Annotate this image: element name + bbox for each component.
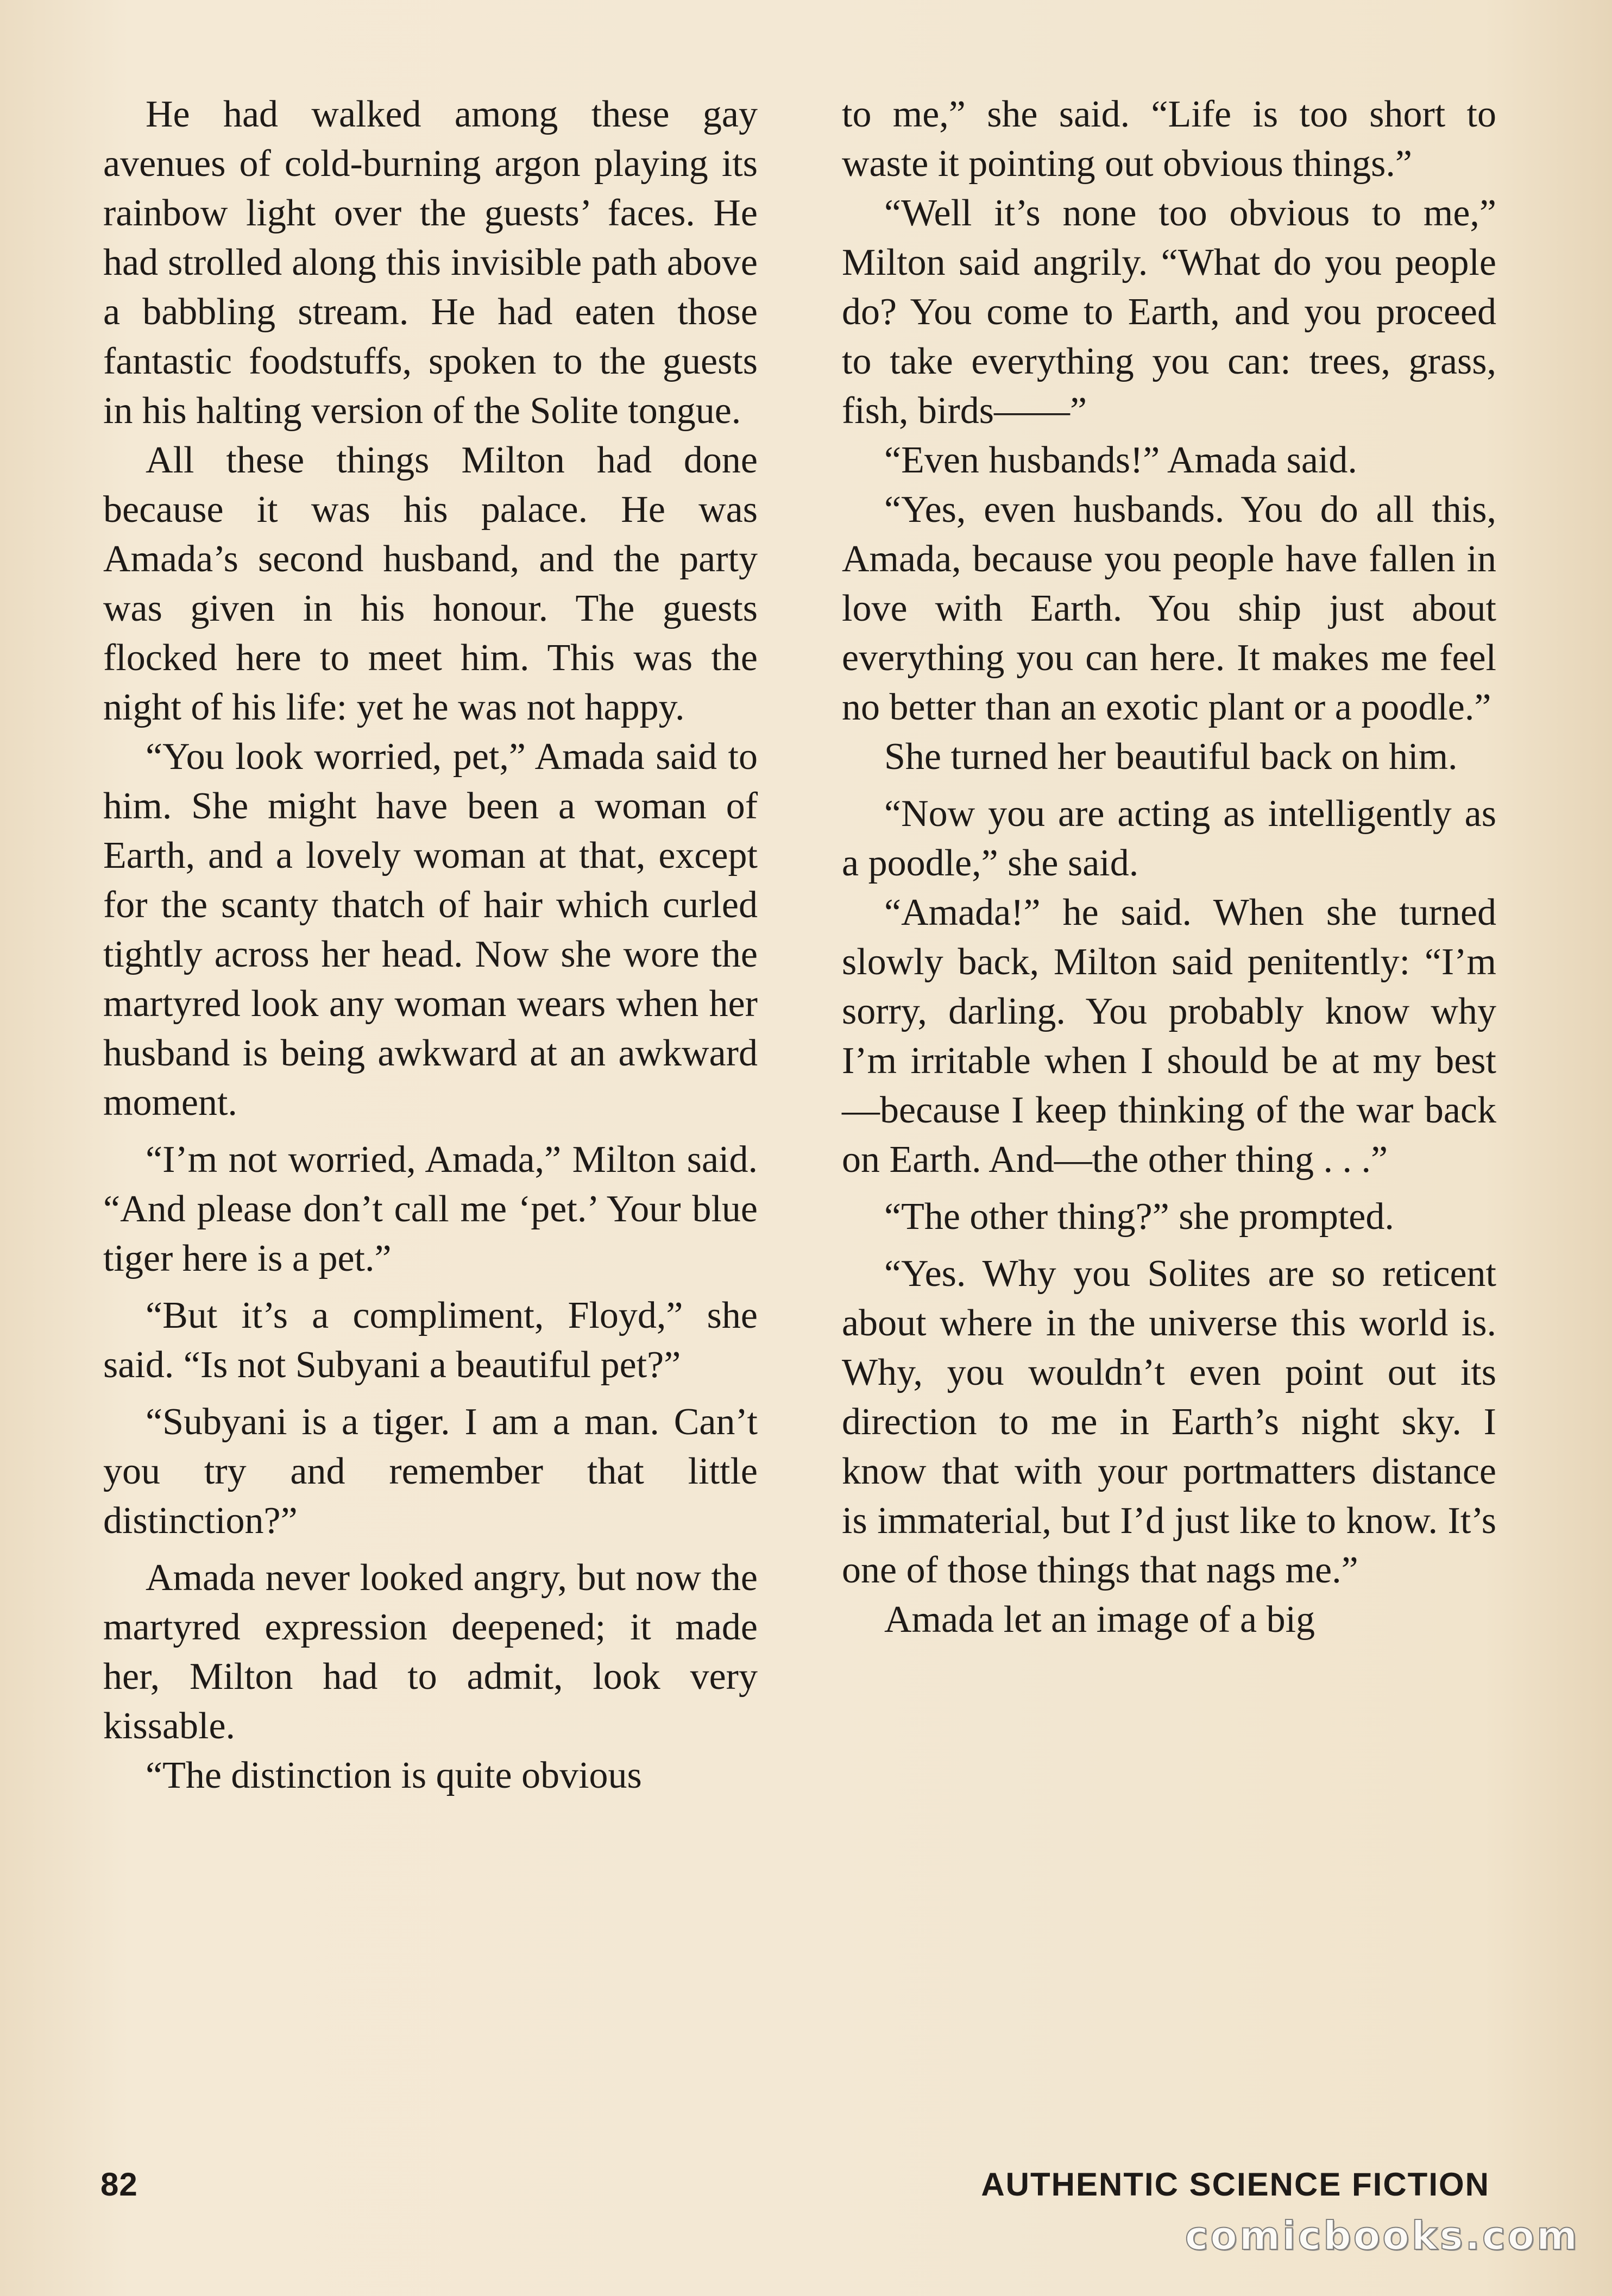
- paragraph: “You look worried, pet,” Amada said to him. She might have been a woman of Earth, and a lovely woman at that, except for the scanty thatch of hair which curled tightly across her head. Now she wore the martyred look any woman wears when her husband is being awkward at an awkward moment.: [103, 736, 758, 1124]
- left-text-column: [103, 90, 758, 1800]
- paragraph: “Well it’s none too obvious to me,” Milton said angrily. “What do you people do? You come to Earth, and you proceed to take everything you can: trees, grass, fish, birds——”: [842, 192, 1496, 432]
- paragraph: “Even husbands!” Amada said.: [884, 439, 1357, 481]
- paragraph: “The other thing?” she prompted.: [884, 1196, 1394, 1238]
- paragraph: “Now you are acting as intelligently as a poodle,” she said.: [842, 793, 1496, 884]
- site-watermark: comicbooks.com: [1185, 2213, 1579, 2259]
- paragraph: She turned her beautiful back on him.: [884, 736, 1458, 778]
- paragraph: He had walked among these gay avenues of cold-burning argon playing its rainbow light over the guests’ faces. He had strolled along this invisible path above a babbling stream. He had eaten those fantastic foodstuffs, spoken to the guests in his halting version of the Solite tongue.: [103, 93, 758, 432]
- paragraph: to me,” she said. “Life is too short to waste it pointing out obvious things.”: [842, 93, 1496, 185]
- right-text-column: [842, 90, 1496, 1644]
- paragraph: “Amada!” he said. When she turned slowly back, Milton said penitently: “I’m sorry, darling. You probably know why I’m irritable when I should be at my best—because I keep thinking of the war back on Earth. And—the other thing . . .”: [842, 892, 1496, 1181]
- paragraph: Amada never looked angry, but now the martyred expression deepened; it made her, Milton had to admit, look very kissable.: [103, 1557, 758, 1747]
- paragraph: “Yes, even husbands. You do all this, Amada, because you people have fallen in love with Earth. You ship just about everything you can here. It makes me feel no better than an exotic plant or a poodle.”: [842, 489, 1496, 728]
- paragraph: “Yes. Why you Solites are so reticent about where in the universe this world is. Why, you wouldn’t even point out its direction to me in Earth’s night sky. I know that with your portmatters distance is immaterial, but I’d just like to know. It’s one of those things that nags me.”: [842, 1253, 1496, 1591]
- paragraph: All these things Milton had done because it was his palace. He was Amada’s second husband, and the party was given in his honour. The guests flocked here to meet him. This was the night of his life: yet he was not happy.: [103, 439, 758, 728]
- paragraph: “But it’s a compliment, Floyd,” she said. “Is not Subyani a beautiful pet?”: [103, 1295, 758, 1386]
- page-number: 82: [100, 2166, 138, 2203]
- paragraph: “Subyani is a tiger. I am a man. Can’t you try and remember that little distinction?”: [103, 1401, 758, 1542]
- paragraph: “The distinction is quite obvious: [146, 1755, 642, 1796]
- paragraph: “I’m not worried, Amada,” Milton said. “And please don’t call me ‘pet.’ Your blue tiger here is a pet.”: [103, 1139, 758, 1279]
- magazine-title: AUTHENTIC SCIENCE FICTION: [981, 2166, 1490, 2203]
- paragraph: Amada let an image of a big: [884, 1599, 1315, 1641]
